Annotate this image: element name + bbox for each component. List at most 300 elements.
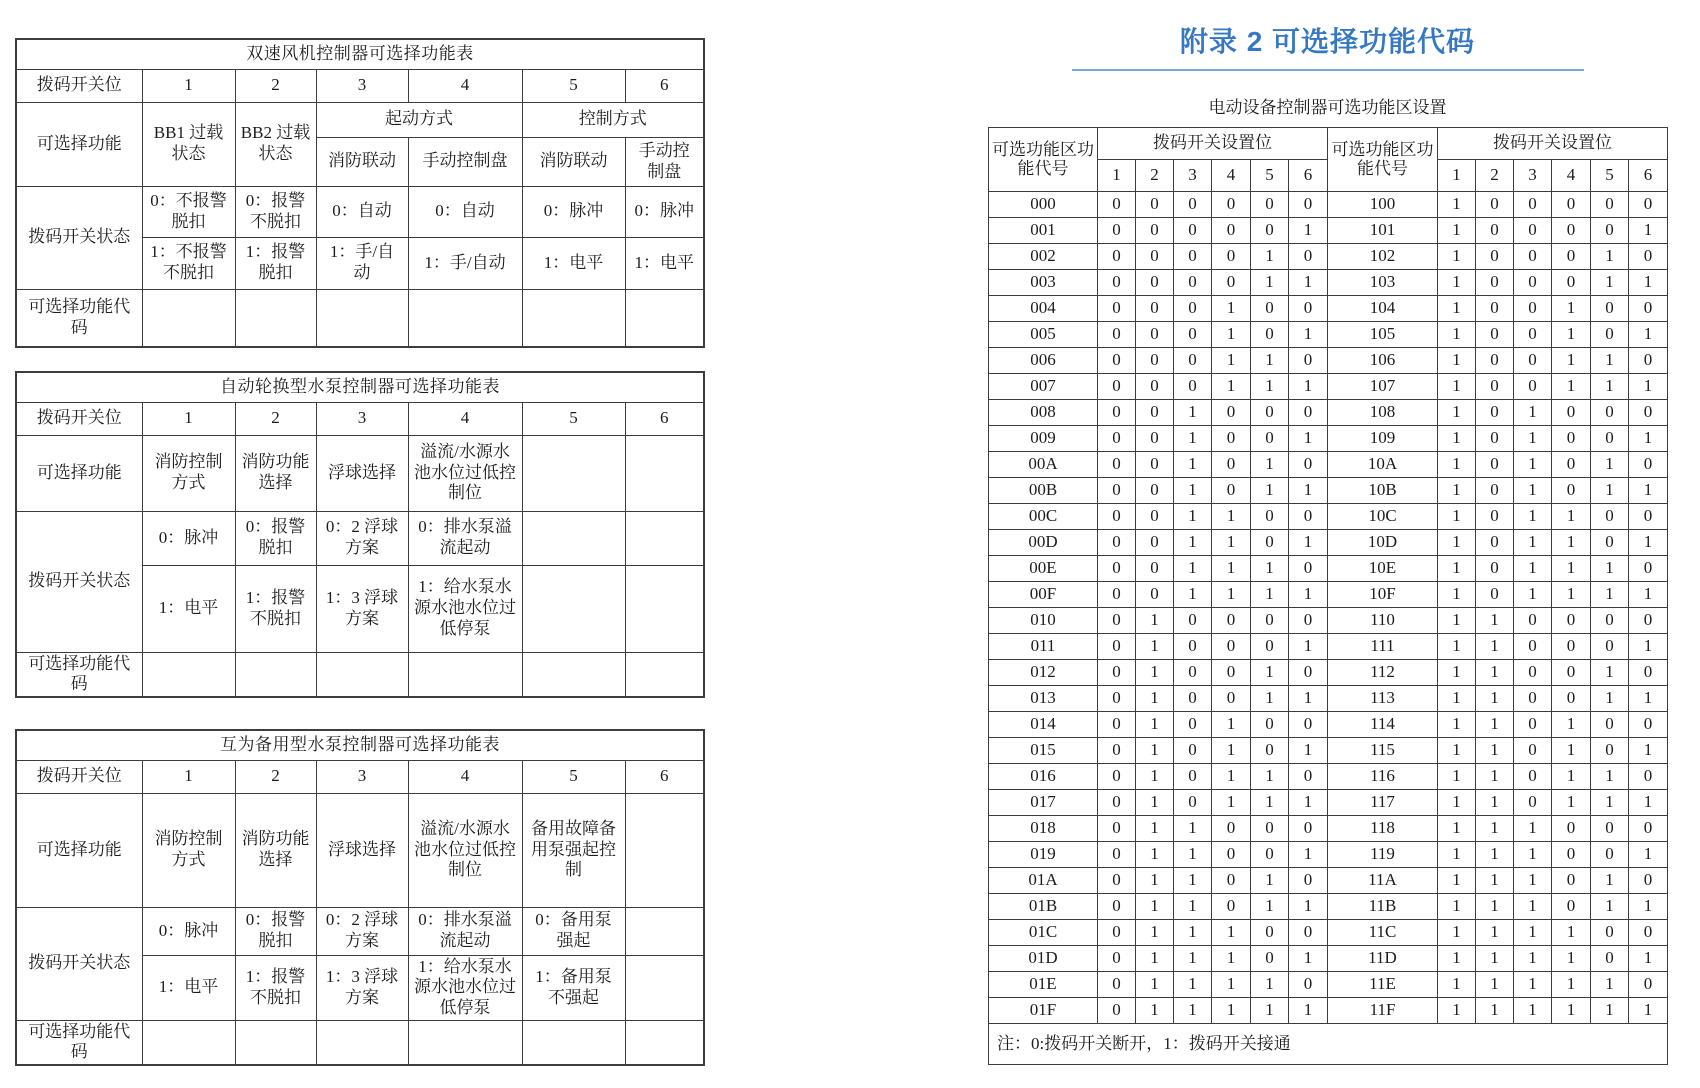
left-bit-cell: 1 (1212, 322, 1251, 348)
function-row (16, 793, 704, 907)
right-code-cell: 11E (1328, 972, 1438, 998)
left-bit-cell: 0 (1212, 868, 1251, 894)
right-bit-cell: 0 (1514, 270, 1552, 296)
left-bit-cell: 0 (1098, 426, 1136, 452)
code-table-row (989, 972, 1668, 998)
right-bit-cell: 1 (1476, 712, 1514, 738)
right-bit-cell: 1 (1514, 920, 1552, 946)
right-bit-cell: 0 (1514, 608, 1552, 634)
function-cell: 消防控制方式 (142, 793, 235, 907)
function-cell: 溢流/水源水池水位过低控制位 (408, 793, 522, 907)
right-bit-cell: 0 (1476, 192, 1514, 218)
right-bit-cell: 0 (1552, 842, 1591, 868)
right-bit-cell: 1 (1552, 556, 1591, 582)
left-bit-cell: 1 (1174, 972, 1212, 998)
left-bit-cell: 0 (1289, 608, 1328, 634)
left-bit-cell: 0 (1174, 660, 1212, 686)
right-bit-cell: 1 (1591, 764, 1629, 790)
right-bit-cell: 1 (1514, 816, 1552, 842)
right-bit-cell: 0 (1629, 608, 1668, 634)
right-bit-cell: 1 (1629, 322, 1668, 348)
left-code-cell: 01D (989, 946, 1098, 972)
left-bit-cell: 1 (1136, 712, 1174, 738)
empty-code-cell (408, 652, 522, 697)
right-bit-cell: 1 (1438, 686, 1476, 712)
function-cell: 消防功能选择 (235, 435, 316, 511)
right-bit-cell: 1 (1438, 738, 1476, 764)
switch-position-row (16, 760, 704, 793)
state-cell: 0：2 浮球方案 (316, 511, 408, 565)
code-table-row (989, 218, 1668, 244)
switch-pos: 5 (522, 402, 625, 435)
right-bit-cell: 1 (1476, 842, 1514, 868)
right-bit-cell: 0 (1514, 686, 1552, 712)
row-label-functions: 可选择功能 (16, 435, 142, 511)
right-bit-cell: 1 (1591, 244, 1629, 270)
left-bit-cell: 1 (1212, 972, 1251, 998)
appendix-section (988, 20, 1667, 1065)
empty-code-cell (408, 1020, 522, 1065)
right-bit-cell: 0 (1476, 296, 1514, 322)
left-bit-cell: 0 (1289, 660, 1328, 686)
left-bit-cell: 1 (1212, 946, 1251, 972)
left-bit-cell: 1 (1174, 478, 1212, 504)
right-bit-cell: 1 (1438, 868, 1476, 894)
left-code-cell: 007 (989, 374, 1098, 400)
right-bit-cell: 0 (1629, 192, 1668, 218)
function-cell: 消防联动 (316, 137, 408, 186)
left-bit-cell: 0 (1174, 764, 1212, 790)
row-label-switch-pos: 拨码开关位 (16, 760, 142, 793)
left-bit-cell: 0 (1251, 712, 1289, 738)
function-cell: 手动控制盘 (625, 137, 704, 186)
left-bit-cell: 1 (1289, 218, 1328, 244)
left-bit-cell: 0 (1136, 374, 1174, 400)
left-bit-cell: 1 (1136, 894, 1174, 920)
left-bit-cell: 0 (1289, 764, 1328, 790)
left-code-cell: 006 (989, 348, 1098, 374)
bit-header: 3 (1174, 160, 1212, 192)
function-cell (625, 435, 704, 511)
state0-row (16, 186, 704, 237)
left-bit-cell: 1 (1136, 660, 1174, 686)
switch-position-row (16, 69, 704, 102)
right-bit-cell: 1 (1552, 946, 1591, 972)
right-bit-cell: 1 (1438, 712, 1476, 738)
left-bit-cell: 1 (1289, 634, 1328, 660)
row-label-functions: 可选择功能 (16, 793, 142, 907)
left-bit-cell: 1 (1136, 868, 1174, 894)
right-bit-cell: 0 (1514, 244, 1552, 270)
left-bit-cell: 0 (1098, 556, 1136, 582)
right-bit-cell: 0 (1629, 556, 1668, 582)
left-bit-cell: 0 (1251, 608, 1289, 634)
left-bit-cell: 0 (1174, 244, 1212, 270)
state-cell: 1：电平 (142, 565, 235, 652)
right-bit-cell: 1 (1514, 946, 1552, 972)
switch-pos: 1 (142, 69, 235, 102)
right-bit-cell: 0 (1552, 686, 1591, 712)
right-bit-cell: 0 (1476, 218, 1514, 244)
right-code-cell: 111 (1328, 634, 1438, 660)
left-bit-cell: 0 (1174, 738, 1212, 764)
right-code-cell: 115 (1328, 738, 1438, 764)
left-code-cell: 008 (989, 400, 1098, 426)
right-bit-cell: 0 (1591, 322, 1629, 348)
left-bit-cell: 0 (1136, 218, 1174, 244)
code-table-row (989, 270, 1668, 296)
left-bit-cell: 1 (1251, 244, 1289, 270)
code-table-row (989, 660, 1668, 686)
right-bit-cell: 1 (1514, 868, 1552, 894)
left-bit-cell: 1 (1212, 712, 1251, 738)
right-bit-cell: 0 (1552, 816, 1591, 842)
state-cell: 0：报警不脱扣 (235, 186, 316, 237)
right-bit-cell: 0 (1514, 348, 1552, 374)
empty-code-cell (625, 289, 704, 347)
right-bit-cell: 0 (1552, 426, 1591, 452)
right-bit-cell: 1 (1629, 478, 1668, 504)
left-code-cell: 00B (989, 478, 1098, 504)
right-bit-cell: 0 (1629, 244, 1668, 270)
right-code-cell: 10B (1328, 478, 1438, 504)
table-title-row (16, 372, 704, 402)
left-bit-cell: 1 (1174, 530, 1212, 556)
switch-pos: 1 (142, 402, 235, 435)
right-bit-cell: 1 (1629, 218, 1668, 244)
appendix-title: 附录 2 可选择功能代码 (1179, 26, 1476, 57)
bit-header: 6 (1629, 160, 1668, 192)
state-cell (625, 511, 704, 565)
row-label-codes: 可选择功能代码 (16, 289, 142, 347)
right-bit-cell: 1 (1552, 530, 1591, 556)
right-bit-cell: 0 (1629, 920, 1668, 946)
code-table-row (989, 582, 1668, 608)
left-bit-cell: 1 (1251, 868, 1289, 894)
left-bit-cell: 0 (1251, 504, 1289, 530)
right-code-cell: 107 (1328, 374, 1438, 400)
left-bit-cell: 0 (1098, 374, 1136, 400)
left-bit-cell: 0 (1251, 400, 1289, 426)
row-label-codes: 可选择功能代码 (16, 652, 142, 697)
left-bit-cell: 0 (1251, 920, 1289, 946)
state-cell: 0：不报警脱扣 (142, 186, 235, 237)
right-code-cell: 114 (1328, 712, 1438, 738)
right-bit-cell: 0 (1629, 712, 1668, 738)
code-table-row (989, 920, 1668, 946)
right-bit-cell: 0 (1591, 634, 1629, 660)
right-bit-cell: 0 (1514, 738, 1552, 764)
left-bit-cell: 1 (1212, 998, 1251, 1024)
left-bit-cell: 0 (1136, 582, 1174, 608)
function-code-table (988, 127, 1668, 1065)
function-cell (625, 793, 704, 907)
left-bit-cell: 0 (1251, 218, 1289, 244)
state0-row (16, 511, 704, 565)
right-bit-cell: 0 (1476, 400, 1514, 426)
function-cell: BB1 过载状态 (142, 102, 235, 186)
right-code-cell: 110 (1328, 608, 1438, 634)
left-bit-cell: 1 (1136, 790, 1174, 816)
right-bit-cell: 0 (1514, 322, 1552, 348)
right-bit-cell: 1 (1476, 894, 1514, 920)
left-bit-cell: 0 (1098, 452, 1136, 478)
empty-code-cell (522, 652, 625, 697)
note-row (989, 1024, 1668, 1065)
left-bit-cell: 0 (1251, 842, 1289, 868)
table-title-row (16, 39, 704, 69)
bit-header: 4 (1552, 160, 1591, 192)
right-bit-cell: 1 (1552, 738, 1591, 764)
left-bit-cell: 0 (1098, 660, 1136, 686)
switch-pos: 6 (625, 760, 704, 793)
left-bit-cell: 0 (1251, 322, 1289, 348)
left-bit-cell: 1 (1251, 686, 1289, 712)
left-bit-cell: 0 (1289, 452, 1328, 478)
right-bit-cell: 1 (1476, 816, 1514, 842)
right-bit-cell: 0 (1591, 946, 1629, 972)
right-bit-cell: 0 (1552, 218, 1591, 244)
code-table-row (989, 998, 1668, 1024)
left-bit-cell: 0 (1098, 608, 1136, 634)
right-bit-cell: 1 (1438, 426, 1476, 452)
right-bit-cell: 1 (1438, 478, 1476, 504)
right-bit-cell: 1 (1438, 764, 1476, 790)
right-bit-cell: 1 (1591, 556, 1629, 582)
right-bit-cell: 0 (1514, 374, 1552, 400)
left-bit-cell: 1 (1174, 582, 1212, 608)
left-bit-cell: 0 (1212, 270, 1251, 296)
left-bit-cell: 1 (1251, 998, 1289, 1024)
left-bit-cell: 1 (1251, 582, 1289, 608)
left-bit-cell: 1 (1251, 972, 1289, 998)
state-cell: 1：3 浮球方案 (316, 955, 408, 1020)
left-bit-cell: 1 (1174, 452, 1212, 478)
right-bit-cell: 1 (1476, 608, 1514, 634)
left-bit-cell: 1 (1212, 374, 1251, 400)
state-cell: 1：报警脱扣 (235, 237, 316, 289)
right-bit-cell: 0 (1514, 634, 1552, 660)
left-bit-cell: 0 (1289, 244, 1328, 270)
function-cell: 浮球选择 (316, 793, 408, 907)
left-bit-cell: 0 (1251, 296, 1289, 322)
left-bit-cell: 1 (1212, 920, 1251, 946)
code-table-row (989, 556, 1668, 582)
state-cell (522, 565, 625, 652)
code-table-row (989, 478, 1668, 504)
right-bit-cell: 1 (1438, 530, 1476, 556)
state-cell: 0：自动 (316, 186, 408, 237)
right-bit-cell: 1 (1438, 218, 1476, 244)
left-bit-cell: 1 (1289, 842, 1328, 868)
right-bit-cell: 0 (1476, 322, 1514, 348)
function-cell: 消防控制方式 (142, 435, 235, 511)
left-bit-cell: 0 (1098, 972, 1136, 998)
left-bit-cell: 0 (1289, 192, 1328, 218)
right-bit-cell: 1 (1438, 634, 1476, 660)
state-cell: 1：给水泵水源水池水位过低停泵 (408, 955, 522, 1020)
left-code-cell: 004 (989, 296, 1098, 322)
right-bit-cell: 1 (1552, 374, 1591, 400)
right-bit-cell: 0 (1514, 296, 1552, 322)
function-cell: BB2 过载状态 (235, 102, 316, 186)
right-bit-cell: 1 (1629, 426, 1668, 452)
state-cell (625, 565, 704, 652)
right-bit-cell: 1 (1591, 790, 1629, 816)
right-bit-cell: 0 (1591, 530, 1629, 556)
left-bit-cell: 0 (1289, 868, 1328, 894)
state-cell: 1：电平 (625, 237, 704, 289)
row-label-codes: 可选择功能代码 (16, 1020, 142, 1065)
left-code-cell: 018 (989, 816, 1098, 842)
left-bit-cell: 0 (1212, 452, 1251, 478)
left-bit-cell: 0 (1098, 530, 1136, 556)
left-bit-cell: 1 (1289, 582, 1328, 608)
right-bit-cell: 1 (1552, 582, 1591, 608)
right-bit-cell: 1 (1591, 686, 1629, 712)
right-code-cell: 101 (1328, 218, 1438, 244)
code-table-row (989, 504, 1668, 530)
left-code-cell: 011 (989, 634, 1098, 660)
right-bit-cell: 1 (1514, 478, 1552, 504)
left-bit-cell: 0 (1098, 998, 1136, 1024)
row-label-states: 拨码开关状态 (16, 186, 142, 289)
code-table-row (989, 400, 1668, 426)
right-code-cell: 11C (1328, 920, 1438, 946)
right-bit-cell: 0 (1552, 244, 1591, 270)
switch-pos: 4 (408, 760, 522, 793)
right-bit-cell: 0 (1476, 504, 1514, 530)
left-bit-cell: 1 (1289, 374, 1328, 400)
right-bit-cell: 0 (1552, 192, 1591, 218)
right-bit-cell: 1 (1438, 998, 1476, 1024)
switch-pos: 2 (235, 402, 316, 435)
empty-code-cell (625, 652, 704, 697)
right-bit-cell: 0 (1591, 504, 1629, 530)
code-table-row (989, 764, 1668, 790)
state-cell: 1：电平 (522, 237, 625, 289)
left-bit-cell: 0 (1174, 608, 1212, 634)
left-bit-cell: 1 (1251, 556, 1289, 582)
left-bit-cell: 0 (1212, 192, 1251, 218)
left-code-cell: 01A (989, 868, 1098, 894)
left-bit-cell: 0 (1098, 504, 1136, 530)
state-cell: 0：自动 (408, 186, 522, 237)
state-cell: 0：脉冲 (142, 511, 235, 565)
left-bit-cell: 1 (1136, 998, 1174, 1024)
state-cell: 0：排水泵溢流起动 (408, 907, 522, 955)
right-bit-cell: 1 (1629, 270, 1668, 296)
right-bit-cell: 1 (1629, 738, 1668, 764)
right-bit-cell: 0 (1514, 192, 1552, 218)
right-bit-cell: 1 (1552, 504, 1591, 530)
left-bit-cell: 1 (1174, 504, 1212, 530)
empty-code-cell (142, 1020, 235, 1065)
function-cell: 手动控制盘 (408, 137, 522, 186)
left-bit-cell: 1 (1174, 894, 1212, 920)
right-bit-cell: 0 (1552, 400, 1591, 426)
left-code-cell: 017 (989, 790, 1098, 816)
right-bit-cell: 0 (1629, 868, 1668, 894)
right-bit-cell: 1 (1514, 426, 1552, 452)
code-table-row (989, 296, 1668, 322)
right-bit-cell: 1 (1552, 712, 1591, 738)
right-bit-cell: 1 (1591, 478, 1629, 504)
bit-header: 1 (1438, 160, 1476, 192)
row-label-switch-pos: 拨码开关位 (16, 402, 142, 435)
left-bit-cell: 0 (1212, 660, 1251, 686)
right-code-cell: 10F (1328, 582, 1438, 608)
right-bit-cell: 0 (1629, 400, 1668, 426)
right-bit-cell: 1 (1438, 270, 1476, 296)
left-code-cell: 00C (989, 504, 1098, 530)
bit-header: 5 (1251, 160, 1289, 192)
left-bit-cell: 1 (1251, 270, 1289, 296)
code-table-row (989, 530, 1668, 556)
state-cell: 1：备用泵不强起 (522, 955, 625, 1020)
left-bit-cell: 1 (1251, 790, 1289, 816)
left-bit-cell: 1 (1289, 946, 1328, 972)
code-row (16, 1020, 704, 1065)
bit-header: 6 (1289, 160, 1328, 192)
code-table-row (989, 348, 1668, 374)
right-bit-cell: 0 (1591, 816, 1629, 842)
left-code-cell: 014 (989, 712, 1098, 738)
right-bit-cell: 1 (1476, 686, 1514, 712)
function-cell: 消防功能选择 (235, 793, 316, 907)
left-bit-cell: 0 (1251, 946, 1289, 972)
right-code-cell: 117 (1328, 790, 1438, 816)
code-table-row (989, 374, 1668, 400)
left-bit-cell: 1 (1289, 686, 1328, 712)
right-bit-cell: 1 (1476, 998, 1514, 1024)
bit-header: 1 (1098, 160, 1136, 192)
code-table-row (989, 686, 1668, 712)
left-code-cell: 003 (989, 270, 1098, 296)
left-bit-cell: 1 (1174, 920, 1212, 946)
empty-code-cell (625, 1020, 704, 1065)
right-bit-cell: 1 (1591, 582, 1629, 608)
left-bit-cell: 1 (1136, 634, 1174, 660)
left-bit-cell: 0 (1136, 556, 1174, 582)
left-bit-cell: 1 (1174, 400, 1212, 426)
right-bit-cell: 1 (1591, 894, 1629, 920)
right-bit-cell: 1 (1514, 400, 1552, 426)
right-bit-cell: 0 (1552, 660, 1591, 686)
state-cell (625, 955, 704, 1020)
left-bit-cell: 0 (1098, 686, 1136, 712)
code-table-row (989, 712, 1668, 738)
left-bit-cell: 0 (1098, 946, 1136, 972)
table-auto-rotation-pump-functions (15, 371, 705, 698)
right-bit-cell: 0 (1514, 660, 1552, 686)
left-code-cell: 00F (989, 582, 1098, 608)
code-table-row (989, 322, 1668, 348)
code-table-row (989, 452, 1668, 478)
left-bit-cell: 0 (1212, 842, 1251, 868)
right-code-cell: 10C (1328, 504, 1438, 530)
empty-code-cell (316, 289, 408, 347)
left-bit-cell: 0 (1098, 348, 1136, 374)
state-cell: 0：排水泵溢流起动 (408, 511, 522, 565)
left-bit-cell: 1 (1136, 608, 1174, 634)
left-bit-cell: 1 (1212, 296, 1251, 322)
left-bit-cell: 1 (1251, 374, 1289, 400)
left-code-cell: 005 (989, 322, 1098, 348)
right-bit-cell: 1 (1552, 764, 1591, 790)
header-switch-group-left: 拨码开关设置位 (1098, 128, 1328, 160)
left-bit-cell: 0 (1212, 894, 1251, 920)
